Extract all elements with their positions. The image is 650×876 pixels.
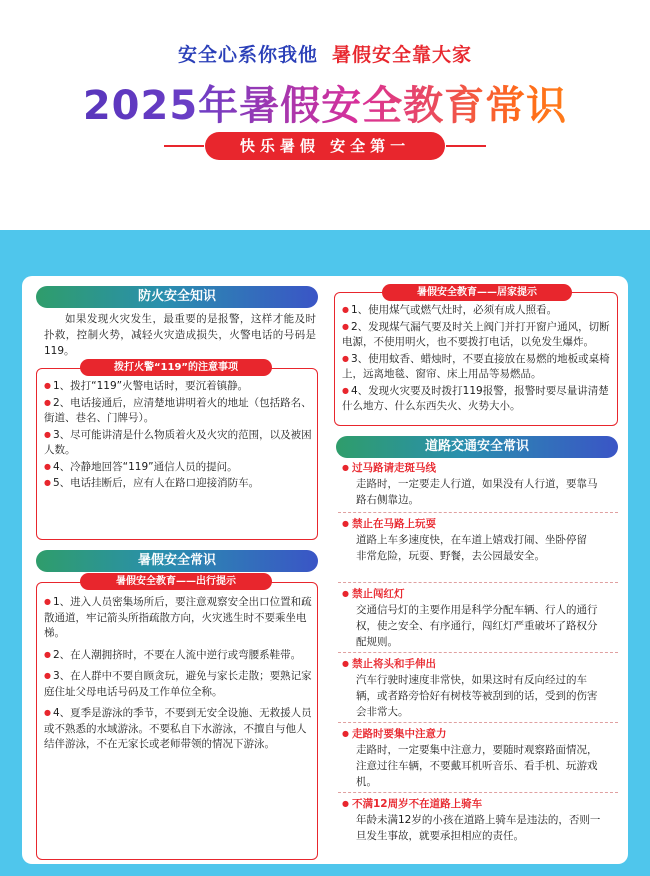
bullet-dot-icon: ●: [342, 385, 349, 395]
summer-travel-subtitle: 暑假安全教育——出行提示: [80, 573, 272, 590]
traffic-item-title: ● 过马路请走斑马线: [342, 462, 436, 474]
traffic-item-title: ● 走路时要集中注意力: [342, 728, 447, 740]
summer-section-title: 暑假安全常识: [36, 550, 318, 572]
bullet-dot-icon: ●: [44, 708, 51, 717]
list-item: ● 3、使用蚊香、蜡烛时，不要直接放在易燃的地板或桌椅上，远离地毯、窗帘、床上用品等易燃品。: [342, 352, 610, 380]
list-item: ● 2、发现煤气漏气要及时关上阀门并打开窗户通风，切断电源，不使用明火，也不要拨打电话，以免发生爆炸。: [342, 320, 610, 348]
list-item: ● 1、拨打“119”火警电话时，要沉着镇静。: [44, 380, 249, 392]
bullet-dot-icon: ●: [44, 597, 51, 606]
list-item: ● 2、在人潮拥挤时，不要在人流中逆行或弯腰系鞋带。: [44, 648, 302, 661]
bullet-dot-icon: ●: [44, 649, 51, 659]
divider: [338, 582, 618, 583]
bullet-dot-icon: ●: [342, 659, 349, 668]
list-item: ● 3、尽可能讲清是什么物质着火及火灾的范围，以及被困人数。: [44, 428, 312, 456]
subtitle-line-right: [446, 145, 486, 147]
fire-119-subtitle: 拨打火警“119”的注意事项: [80, 359, 272, 376]
bullet-dot-icon: ●: [44, 461, 51, 471]
traffic-item-text: 道路上车多速度快，在车道上嬉戏打闹、坐卧停留非常危险，玩耍、野餐，去公园最安全。: [356, 534, 587, 562]
traffic-item-title: ● 禁止闯红灯: [342, 588, 405, 600]
list-item: ● 4、夏季是游泳的季节，不要到无安全设施、无救援人员或不熟悉的水域游泳。不要私自下水游泳，不擅自与他人结伴游泳，不在无家长或老师带领的情况下游泳。: [44, 707, 312, 750]
list-item: ● 2、电话接通后，应清楚地讲明着火的地址（包括路名、街道、巷名、门牌号）。: [44, 396, 312, 424]
list-item: ● 4、发现火灾要及时拨打119报警，报警时要尽量讲清楚什么地方、什么东西失火、火势大小。: [342, 384, 609, 412]
divider: [338, 722, 618, 723]
poster-header: [0, 0, 650, 230]
fire-intro: 如果发现火灾发生，最重要的是报警，这样才能及时扑救，控制火势，减轻火灾造成损失，火警电话的号码是119。: [44, 313, 316, 357]
traffic-item-text: 汽车行驶时速度非常快，如果这时有反向经过的车辆，或者路旁恰好有树枝等被刮到的话，受到的伤害会非常大。: [356, 674, 598, 718]
bullet-dot-icon: ●: [342, 799, 349, 808]
traffic-item-text: 交通信号灯的主要作用是科学分配车辆、行人的通行权，使之安全、有序通行，闯红灯严重破坏了路权分配规则。: [356, 604, 598, 648]
bullet-dot-icon: ●: [44, 478, 51, 487]
bullet-dot-icon: ●: [342, 321, 349, 331]
divider: [338, 512, 618, 513]
bullet-dot-icon: ●: [342, 729, 349, 738]
list-item: ● 4、冷静地回答“119”通信人员的提问。: [44, 460, 238, 473]
divider: [338, 652, 618, 653]
bullet-dot-icon: ●: [44, 429, 51, 439]
list-item: ● 1、进入人员密集场所后，要注意观察安全出口位置和疏散通道，牢记箭头所指疏散方向，火灾逃生时不要乘坐电梯。: [44, 596, 312, 639]
bullet-dot-icon: ●: [44, 671, 51, 680]
list-item: ● 3、在人群中不要自顾贪玩，避免与家长走散；要熟记家庭住址父母电话号码及工作单位全称。: [44, 670, 312, 698]
list-item: ● 5、电话挂断后，应有人在路口迎接消防车。: [44, 477, 260, 489]
summer-travel-list: [44, 594, 312, 753]
bullet-dot-icon: ●: [44, 381, 51, 390]
traffic-item-text: 走路时，一定要走人行道，如果没有人行道，要靠马路右侧靠边。: [356, 478, 598, 506]
content-panel: [22, 276, 628, 864]
fire-119-list: [44, 378, 312, 492]
subtitle-line-left: [164, 145, 204, 147]
slogan-right: 暑假安全靠大家: [332, 44, 473, 66]
list-item: ● 1、使用煤气或燃气灶时，必须有成人照看。: [342, 304, 558, 316]
traffic-item-text: 年龄未满12岁的小孩在道路上骑车是违法的，否则一旦发生事故，就要承担相应的责任。: [356, 814, 601, 842]
bullet-dot-icon: ●: [44, 397, 51, 407]
traffic-item-title: ● 禁止在马路上玩耍: [342, 518, 436, 530]
bullet-dot-icon: ●: [342, 519, 349, 528]
traffic-item-title: ● 不满12周岁不在道路上骑车: [342, 798, 483, 810]
slogan: [0, 40, 650, 67]
traffic-item-text: 走路时，一定要集中注意力，要随时观察路面情况，注意过往车辆，不要戴耳机听音乐、看手机、玩游戏机。: [356, 744, 598, 788]
home-tips-subtitle: 暑假安全教育——居家提示: [382, 284, 572, 301]
bullet-dot-icon: ●: [342, 305, 349, 314]
fire-section-title: 防火安全知识: [36, 286, 318, 308]
main-title: 2025年暑假安全教育常识: [0, 74, 650, 131]
traffic-section-title: 道路交通安全常识: [336, 436, 618, 458]
traffic-item-title: ● 禁止将头和手伸出: [342, 658, 436, 670]
bullet-dot-icon: ●: [342, 353, 349, 363]
bullet-dot-icon: ●: [342, 463, 349, 472]
bullet-dot-icon: ●: [342, 589, 349, 598]
subtitle-pill: 快乐暑假 安全第一: [205, 132, 445, 160]
divider: [338, 792, 618, 793]
home-tips-list: [342, 302, 612, 415]
content-background: [0, 230, 650, 876]
subtitle-row: [0, 132, 650, 160]
slogan-left: 安全心系你我他: [177, 44, 318, 66]
